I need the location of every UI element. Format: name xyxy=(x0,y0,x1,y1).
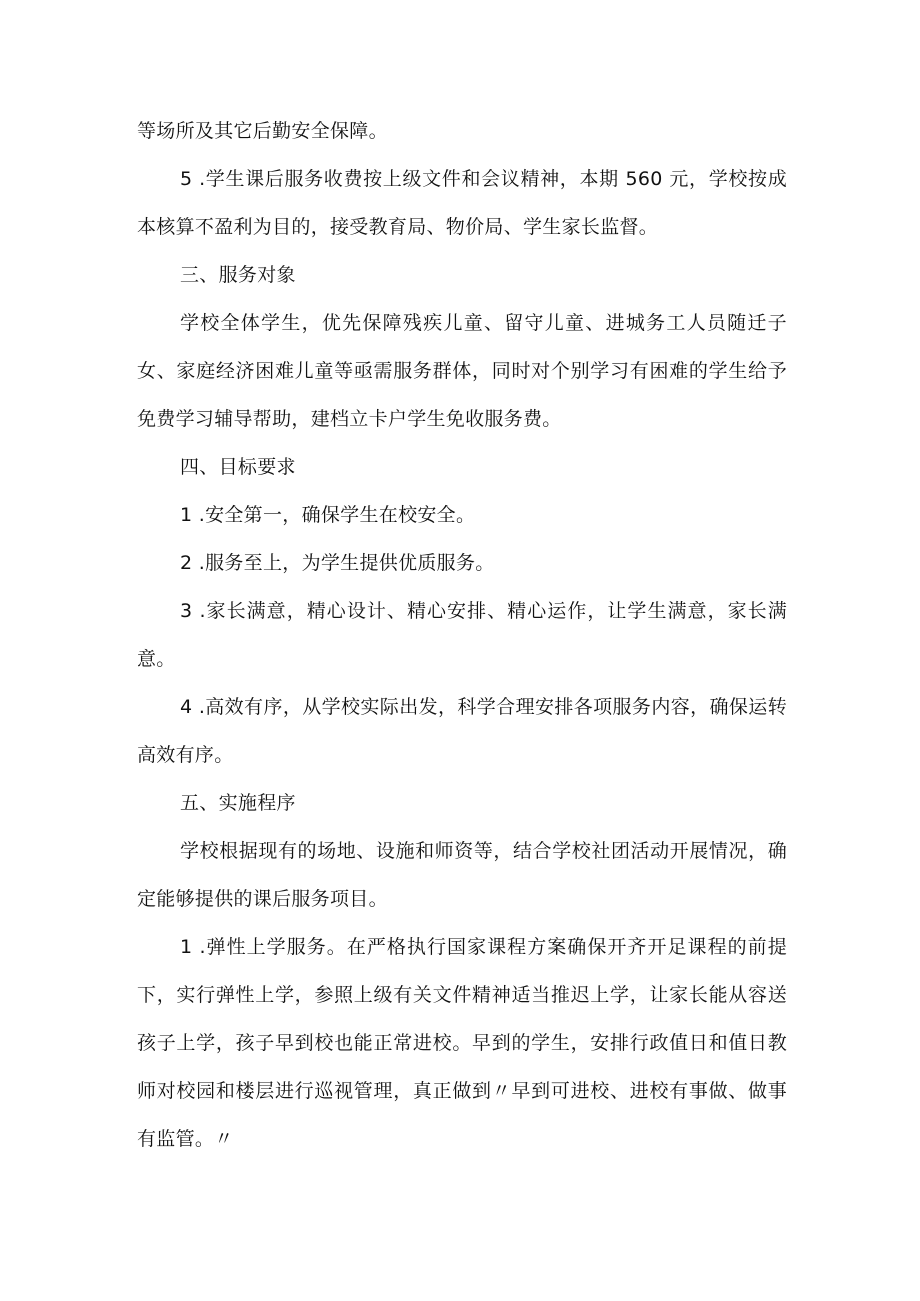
paragraph-service-targets: 学校全体学生，优先保障残疾儿童、留守儿童、进城务工人员随迁子女、家庭经济困难儿童等亟需服务群体，同时对个别学习有困难的学生给予免费学习辅导帮助，建档立卡户学生免收服务费。 xyxy=(137,312,787,430)
goal-item-1: 1 .安全第一，确保学生在校安全。 xyxy=(180,504,476,526)
paragraph-fee-policy: 5 .学生课后服务收费按上级文件和会议精神，本期 560 元，学校按成本核算不盈利为目的，接受教育局、物价局、学生家长监督。 xyxy=(137,168,787,238)
section-heading-service-targets: 三、服务对象 xyxy=(180,264,296,286)
section-heading-goals: 四、目标要求 xyxy=(180,456,296,478)
document-page xyxy=(137,107,787,1163)
goal-item-4: 4 .高效有序，从学校实际出发，科学合理安排各项服务内容，确保运转高效有序。 xyxy=(137,696,787,766)
paragraph-procedure-intro: 学校根据现有的场地、设施和师资等，结合学校社团活动开展情况，确定能够提供的课后服务项目。 xyxy=(137,840,787,910)
paragraph-safety-continued: 等场所及其它后勤安全保障。 xyxy=(137,120,388,142)
section-heading-procedure: 五、实施程序 xyxy=(180,792,296,814)
procedure-item-1: 1 .弹性上学服务。在严格执行国家课程方案确保开齐开足课程的前提下，实行弹性上学，参照上级有关文件精神适当推迟上学，让家长能从容送孩子上学，孩子早到校也能正常进校。早到的学生，安排行政值日和值日教师对校园和楼层进行巡视管理，真正做到〃早到可进校、进校有事做、做事有监管。〃 xyxy=(137,936,787,1150)
goal-item-3: 3 .家长满意，精心设计、精心安排、精心运作，让学生满意，家长满意。 xyxy=(137,600,787,670)
goal-item-2: 2 .服务至上，为学生提供优质服务。 xyxy=(180,552,495,574)
